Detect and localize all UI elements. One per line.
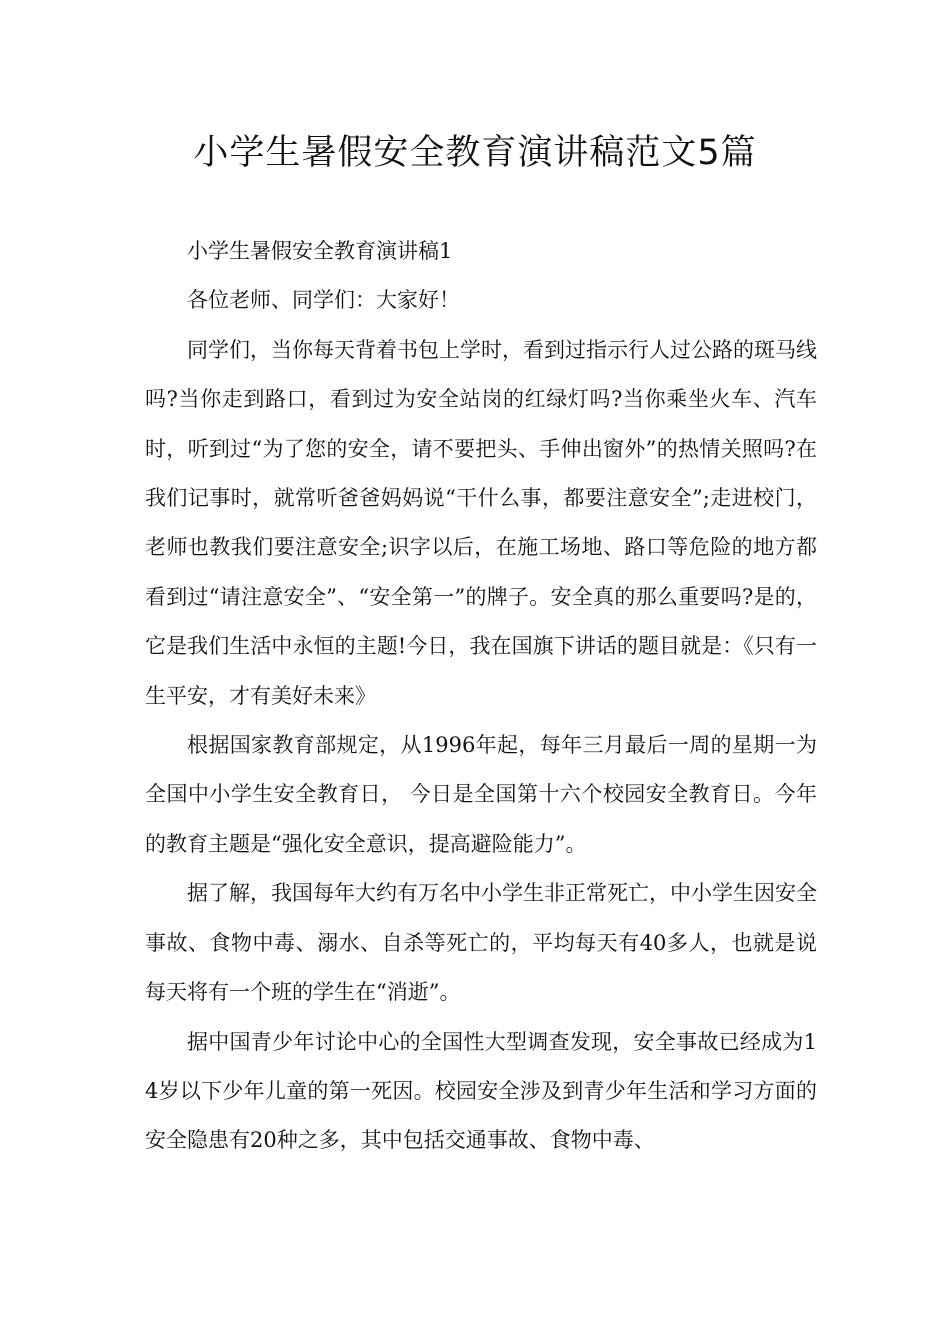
body-paragraph: 同学们，当你每天背着书包上学时，看到过指示行人过公路的斑马线吗?当你走到路口，看到过为安全站岗的红绿灯吗?当你乘坐火车、汽车时，听到过“为了您的安全，请不要把头、手伸出窗外”的热情关照吗?在我们记事时，就常听爸爸妈妈说“干什么事，都要注意安全”;走进校门，老师也教我们要注意安全;识字以后，在施工场地、路口等危险的地方都看到过“请注意安全”、“安全第一”的牌子。安全真的那么重要吗?是的，它是我们生活中永恒的主题!今日，我在国旗下讲话的题目就是：《只有一生平安，才有美好未来》 — [145, 337, 817, 708]
body-paragraph: 据中国青少年讨论中心的全国性大型调查发现，安全事故已经成为14岁以下少年儿童的第一死因。校园安全涉及到青少年生活和学习方面的安全隐患有20种之多，其中包括交通事故、食物中毒、 — [145, 1029, 817, 1153]
section-heading: 小学生暑假安全教育演讲稿1 — [187, 239, 453, 263]
greeting-paragraph: 各位老师、同学们：大家好！ — [187, 288, 460, 313]
document-body — [145, 227, 817, 1166]
document-title: 小学生暑假安全教育演讲稿范文5篇 — [193, 133, 757, 173]
body-paragraph: 根据国家教育部规定，从1996年起，每年三月最后一周的星期一为全国中小学生安全教育日， 今日是全国第十六个校园安全教育日。今年的教育主题是“强化安全意识，提高避险能力”。 — [145, 733, 817, 856]
body-paragraph: 据了解，我国每年大约有万名中小学生非正常死亡，中小学生因安全事故、食物中毒、溺水、自杀等死亡的，平均每天有40多人，也就是说每天将有一个班的学生在“消逝”。 — [145, 881, 817, 1005]
